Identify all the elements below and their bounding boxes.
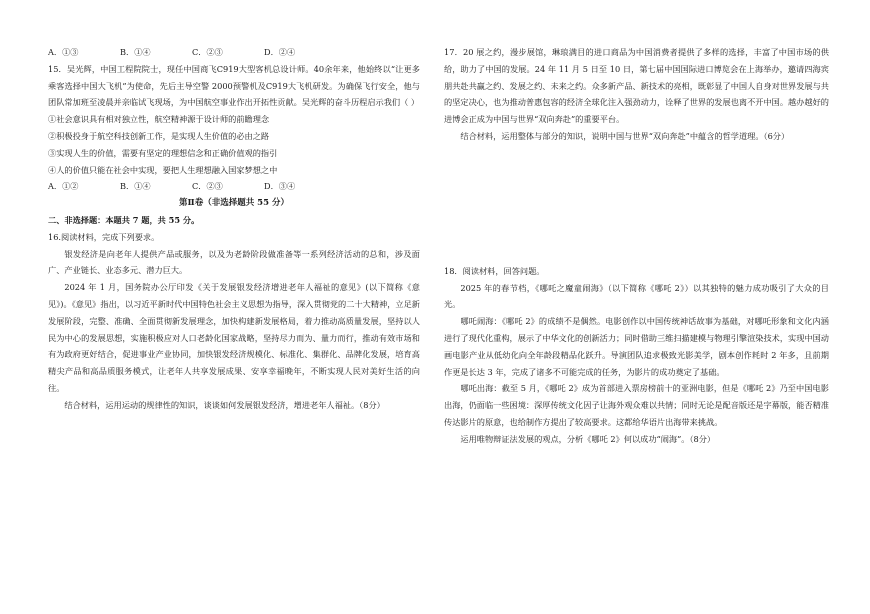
answer-space [444,145,829,263]
q17-task: 结合材料，运用整体与部分的知识，说明中国与世界“双向奔赴”中蕴含的哲学道理。（6分） [460,130,790,141]
option-a: A．①③ [48,47,79,57]
q15-item-2: ②积极投身于航空科技创新工作，是实现人生价值的必由之路 [48,130,270,141]
q18-paragraph-3: 哪吒出海：截至 5 月，《哪吒 2》成为首部进入票房榜前十的亚洲电影，但是《哪吒 2》乃至中国电影出海，仍面临一些困境：深厚传统文化因子让海外观众难以共情；同时无论是配音版还是字幕版，能否精准传达影片的原意，也给制作方提出了较高要求。这都给华语片出海带来挑战。 [444,383,829,427]
q18-task: 运用唯物辩证法发展的观点，分析《哪吒 2》何以成功“闹海”。（8分） [460,433,716,444]
option-c: C．②③ [192,181,223,192]
option-a: A．①② [48,181,79,192]
option-b: B．①④ [120,47,151,57]
q15-item-4: ④人的价值只能在社会中实现，要把人生理想融入国家梦想之中 [48,164,278,175]
q16-task: 结合材料，运用运动的规律性的知识，谈谈如何发展银发经济，增进老年人福祉。（8分） [64,399,385,410]
option-b: B．①④ [120,181,151,192]
left-column [48,44,420,414]
option-c: C．②③ [192,47,223,57]
right-column [444,44,829,448]
q16-paragraph-1: 银发经济是向老年人提供产品或服务，以及为老龄阶段做准备等一系列经济活动的总和，涉及面广、产业链长、业态多元、潜力巨大。 [48,248,420,276]
option-d: D．③④ [264,181,296,192]
q15-item-3: ③实现人生的价值，需要有坚定的理想信念和正确价值观的指引 [48,147,278,158]
q14-options [48,44,420,61]
q15-item-1: ①社会意识具有相对独立性，航空精神源于设计师的前瞻理念 [48,114,270,125]
q18-paragraph-1: 2025 年的春节档，《哪吒之魔童闹海》（以下简称《哪吒 2》）以其独特的魅力成功吸引了大众的目光。 [444,282,829,310]
q18-head: 18．阅读材料，回答问题。 [444,265,545,276]
q16-paragraph-2: 2024 年 1 月，国务院办公厅印发《关于发展银发经济增进老年人福祉的意见》(以下简称《意见》)。《意见》指出，以习近平新时代中国特色社会主义思想为指导，深入贯彻党的二十大精神，立足新发展阶段，完整、准确、全面贯彻新发展理念，加快构建新发展格局，着力推动高质量发展，坚持以人民为中心的发展思想，实施积极应对人口老龄化国家战略，坚持尽力而为、量力而行，推动有效市场和有为政府更好结合，促进事业产业协同，加快银发经济规模化、标准化、集群化、品牌化发展，培育高精尖产品和高品质服务模式，让老年人共享发展成果、安享幸福晚年，不断实现人民对美好生活的向往。 [48,282,420,393]
option-d: D．②④ [264,47,296,57]
q17-text: 17．20 展之约，漫步展馆，琳琅满目的进口商品为中国消费者提供了多样的选择，丰富了中国市场的供给，助力了中国的发展。24 年 11 月 5 日至 10 日，第七届中国国际进口博览会在上海举办，邀请四海宾朋共赴共赢之约、发展之约、未来之约。众多新产品、新技术的亮相，既彰显了中国人自身对世界发展与共的坚定决心，也为推动普惠包容的经济全球化注入强劲动力，诠释了世界的发展也离不开中国。越办越好的进博会正成为中国与世界“双向奔赴”的重要平台。 [444,47,829,125]
q16-head: 16.阅读材料，完成下列要求。 [48,231,160,242]
q15-stem: 15．吴光辉，中国工程院院士，现任中国商飞C919大型客机总设计师。40余年来，他始终以“让更多乘客选择中国大飞机”为使命，先后主导空警 2000预警机及C919大飞机研发。为确保飞行安全，他与团队常加班至凌晨并亲临试飞现场，为中国航空事业作出开拓性贡献。吴光辉的奋斗历程启示我们（ ） [48,63,420,108]
q18-paragraph-2: 哪吒闹海：《哪吒 2》的成绩不是偶然。电影创作以中国传统神话故事为基础，对哪吒形象和文化内涵进行了现代化重构，展示了中华文化的创新活力；同时借助三维扫描建模与物理引擎渲染技术，实现中国动画电影产业从低幼化向全年龄段精品化跃升。导演团队追求极致光影美学，剧本创作耗时 2 年多，且前期作更是长达 3 年，完成了诸多不可能完成的任务，为影片的成功奠定了基础。 [444,316,829,377]
q15-options [48,178,420,195]
section-intro: 二、非选择题：本题共 7 题，共 55 分。 [48,214,200,225]
section-title: 第Ⅱ卷（非选择题共 55 分） [179,198,289,209]
